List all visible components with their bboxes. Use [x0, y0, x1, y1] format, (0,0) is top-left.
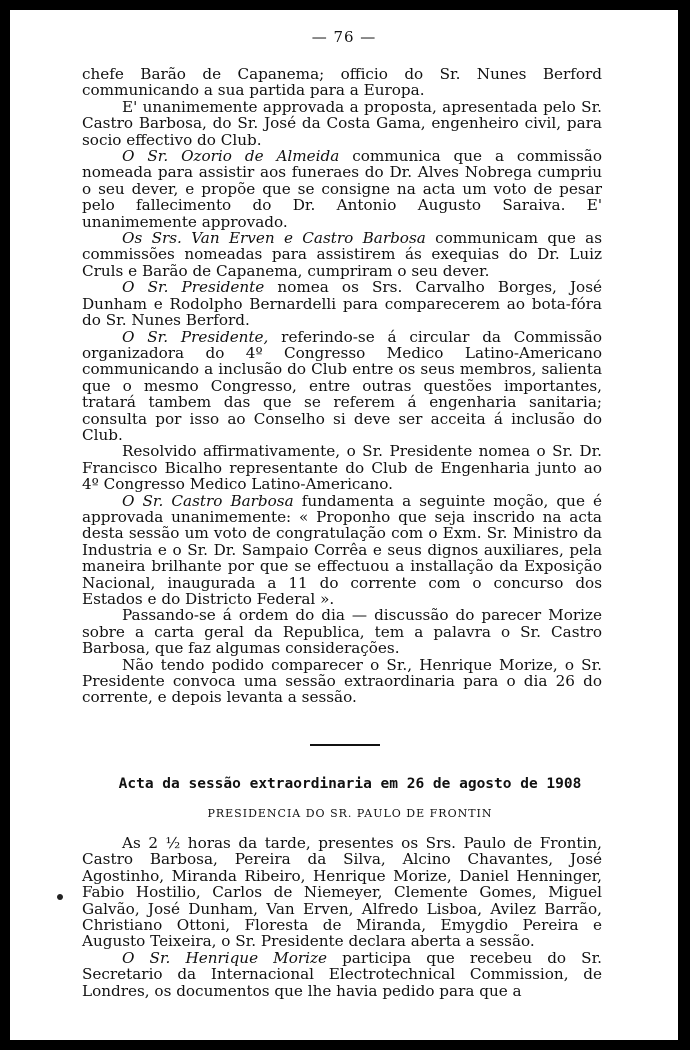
ink-speck	[57, 894, 63, 900]
speaker-lead: O Sr. Presidente,	[122, 327, 269, 346]
session-heading: Acta da sessão extraordinaria em 26 de agosto de 1908	[118, 776, 582, 792]
minutes-continued-text	[82, 66, 602, 706]
section-divider	[310, 744, 380, 746]
paragraph: Passando-se á ordem do dia — discussão do parecer Morize sobre a carta geral da Republica, tem a palavra o Sr. Castro Barbosa, que faz algumas considerações.	[82, 606, 602, 658]
paragraph: Não tendo podido comparecer o Sr., Henrique Morize, o Sr. Presidente convoca uma sessão extraordinaria para o dia 26 do corrente, e depois levanta a sessão.	[82, 655, 602, 707]
paragraph: O Sr. Henrique Morize participa que recebeu do Sr. Secretario da Internacional Electrotechnical Commission, de Londres, os documentos que lhe havia pedido para que a	[82, 948, 602, 1000]
paragraph: As 2 ½ horas da tarde, presentes os Srs. Paulo de Frontin, Castro Barbosa, Pereira da Silva, Alcino Chavantes, José Agostinho, Miranda Ribeiro, Henrique Morize, Daniel Henninger, Fabio Hostilio, Carlos de Niemeyer, Clemente Gomes, Miguel Galvão, José Dunham, Van Erven, Alfredo Lisboa, Avilez Barrão, Christiano Ottoni, Floresta de Miranda, Emygdio Pereira e Augusto Teixeira, o Sr. Presidente declara aberta a sessão.	[82, 834, 602, 951]
paragraph: Resolvido affirmativamente, o Sr. Presidente nomea o Sr. Dr. Francisco Bicalho representante do Club de Engenharia junto ao 4º Congresso Medico Latino-Americano.	[82, 442, 602, 494]
paragraph: O Sr. Presidente nomea os Srs. Carvalho Borges, José Dunham e Rodolpho Bernardelli para comparecerem ao bota-fóra do Sr. Nunes Berford.	[82, 278, 602, 330]
paragraph: chefe Barão de Capanema; officio do Sr. Nunes Berford communicando a sua partida para a Europa.	[82, 65, 602, 100]
speaker-lead: O Sr. Castro Barbosa	[122, 491, 294, 510]
paragraph: O Sr. Ozorio de Almeida communica que a commissão nomeada para assistir aos funeraes do Dr. Alves Nobrega cumpriu o seu dever, e propõe que se consigne na acta um voto de pesar pelo fallecimento do Dr. Antonio Augusto Saraiva. E' unanimemente approvado.	[82, 147, 603, 231]
page-number: — 76 —	[311, 28, 377, 46]
speaker-lead: O Sr. Henrique Morize	[122, 948, 327, 967]
paragraph: O Sr. Presidente, referindo-se á circular da Commissão organizadora do 4º Congresso Medico Latino-Americano communicando a inclusão do Club entre os seus membros, salienta que o mesmo Congresso, entre outras questões importantes, tratará tambem das que se referem á engenharia sanitaria; consulta por isso ao Conselho si deve ser acceita á inclusão do Club.	[82, 327, 602, 444]
speaker-lead: O Sr. Ozorio de Almeida	[122, 147, 340, 166]
paragraph: Os Srs. Van Erven e Castro Barbosa communicam que as commissões nomeadas para assistirem ás exequias do Dr. Luiz Cruls e Barão de Capanema, cumpriram o seu dever.	[82, 229, 602, 280]
speaker-lead: O Sr. Presidente	[122, 278, 265, 297]
document-page	[10, 10, 678, 1040]
speaker-lead: Os Srs. Van Erven e Castro Barbosa	[122, 229, 426, 248]
presidency-subheading: PRESIDENCIA DO SR. PAULO DE FRONTIN	[207, 807, 493, 820]
extraordinary-session-text	[82, 835, 602, 999]
paragraph: E' unanimemente approvada a proposta, apresentada pelo Sr. Castro Barbosa, do Sr. José da Costa Gama, engenheiro civil, para socio effectivo do Club.	[82, 97, 602, 149]
paragraph: O Sr. Castro Barbosa fundamenta a seguinte moção, que é approvada unanimemente: « Proponho que seja inscrido na acta desta sessão um voto de congratulação com o Exm. Sr. Ministro da Industria e o Sr. Dr. Sampaio Corrêa e seus dignos auxiliares, pela maneira brilhante por que se effectuou a installação da Exposição Nacional, inaugurada a 11 do corrente com o concurso dos Estados e do Districto Federal ».	[82, 491, 602, 608]
